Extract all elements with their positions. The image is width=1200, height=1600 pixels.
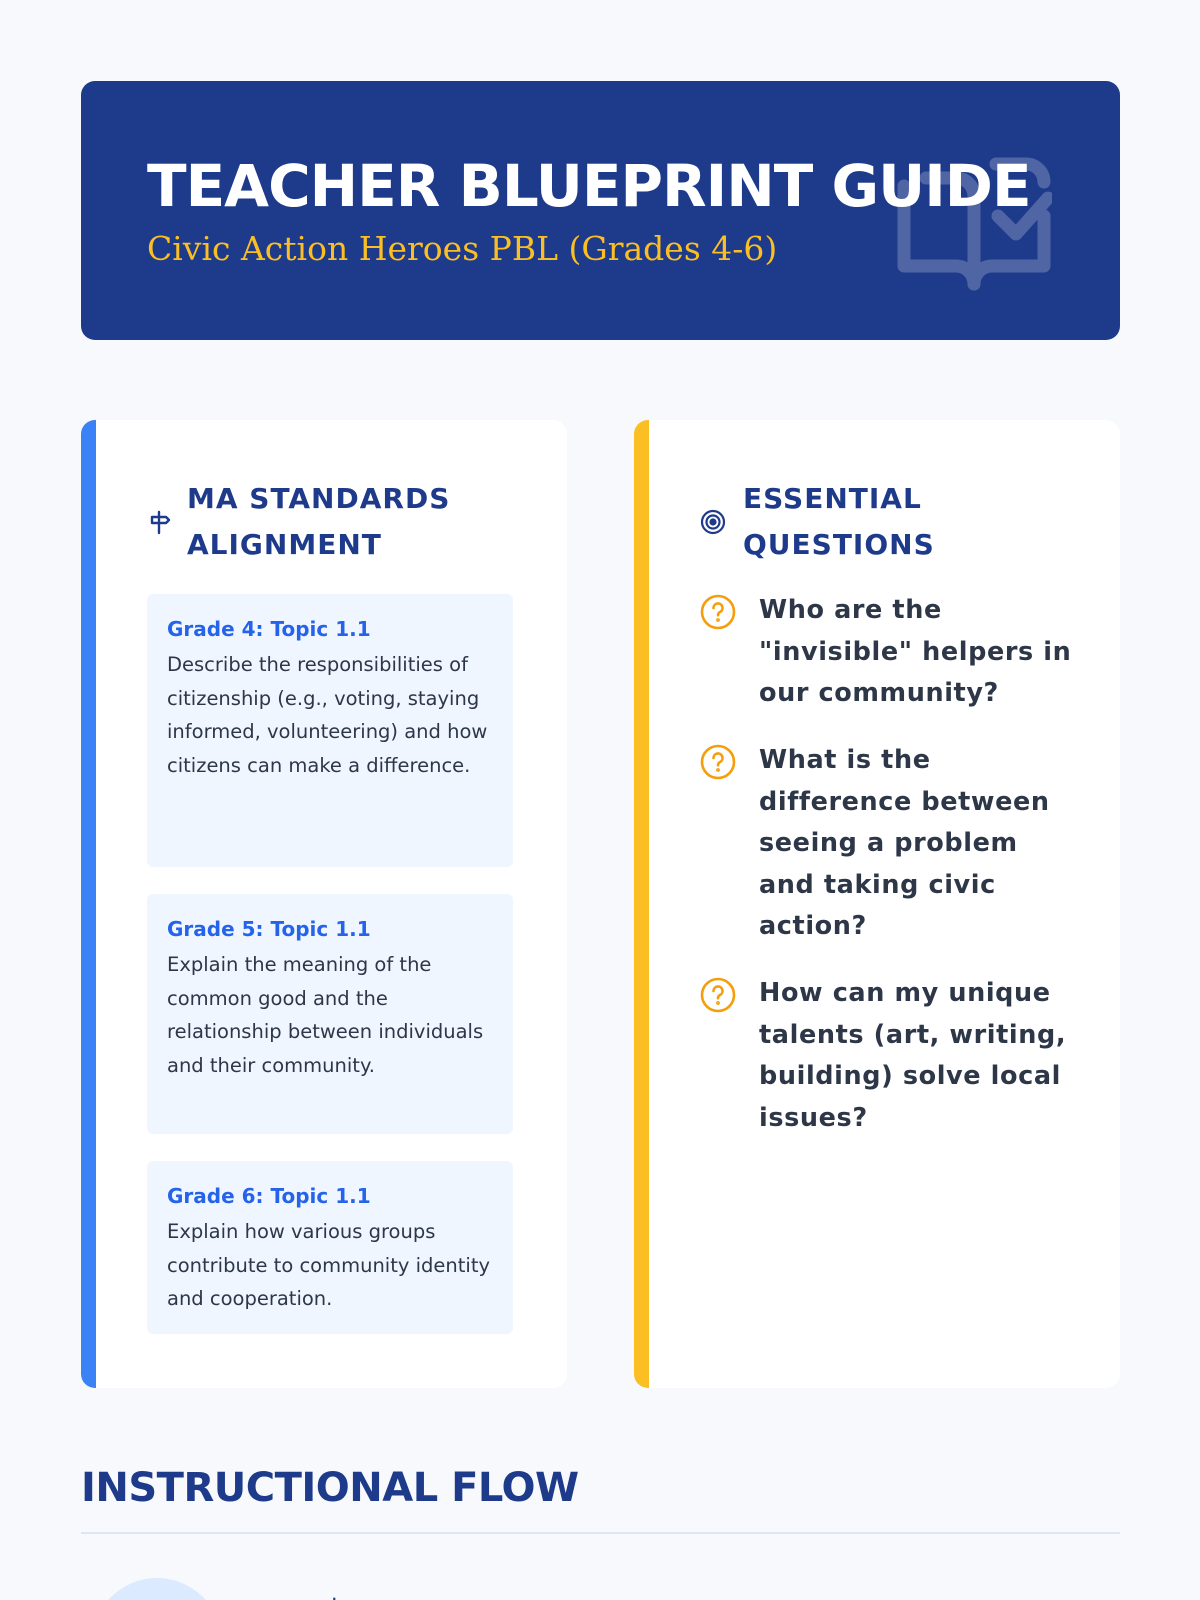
question-item: [700, 973, 1080, 1139]
section-divider: [81, 1532, 1120, 1534]
page-title: TEACHER BLUEPRINT GUIDE: [147, 152, 1031, 220]
standard-item-grade5: [147, 894, 513, 1134]
question-item: [700, 590, 1080, 715]
standards-title: [187, 476, 450, 568]
question-text: How can my unique talents (art, writing, building) solve local issues?: [759, 978, 1067, 1133]
question-text: Who are the "invisible" helpers in our community?: [759, 595, 1072, 708]
standard-text: Explain the meaning of the common good and the relationship between individuals and their community.: [167, 953, 484, 1077]
standard-label: Grade 6: Topic 1.1: [167, 1184, 371, 1208]
questions-title: [743, 476, 935, 568]
questions-title-line1: ESSENTIAL: [743, 482, 922, 515]
book-check-icon: [896, 156, 1052, 296]
header-banner: [81, 81, 1120, 340]
standard-text: Describe the responsibilities of citizenship (e.g., voting, staying informed, volunteering) and how citizens can make a difference.: [167, 653, 488, 777]
standard-label: Grade 5: Topic 1.1: [167, 917, 371, 941]
questions-card: [634, 420, 1120, 1388]
standard-item-grade6: [147, 1161, 513, 1334]
question-text: What is the difference between seeing a problem and taking civic action?: [759, 745, 1050, 941]
standard-label: Grade 4: Topic 1.1: [167, 617, 371, 641]
question-circle-icon: [700, 744, 736, 780]
questions-title-line2: QUESTIONS: [743, 528, 935, 561]
standards-card: [81, 420, 567, 1388]
questions-header: [700, 476, 935, 568]
target-icon: [700, 509, 726, 535]
page-subtitle: Civic Action Heroes PBL (Grades 4-6): [147, 229, 778, 268]
flow-step-circle: [92, 1578, 222, 1600]
standards-title-line1: MA STANDARDS: [187, 482, 451, 515]
standard-item-grade4: [147, 594, 513, 867]
standards-header: [147, 476, 450, 568]
section-title-instructional-flow: INSTRUCTIONAL FLOW: [81, 1465, 579, 1511]
signpost-icon: [147, 509, 173, 535]
question-circle-icon: [700, 977, 736, 1013]
flow-step-mark: ·: [332, 1592, 337, 1600]
question-item: [700, 740, 1080, 948]
standard-text: Explain how various groups contribute to community identity and cooperation.: [167, 1220, 491, 1310]
standards-title-line2: ALIGNMENT: [187, 528, 382, 561]
question-circle-icon: [700, 594, 736, 630]
